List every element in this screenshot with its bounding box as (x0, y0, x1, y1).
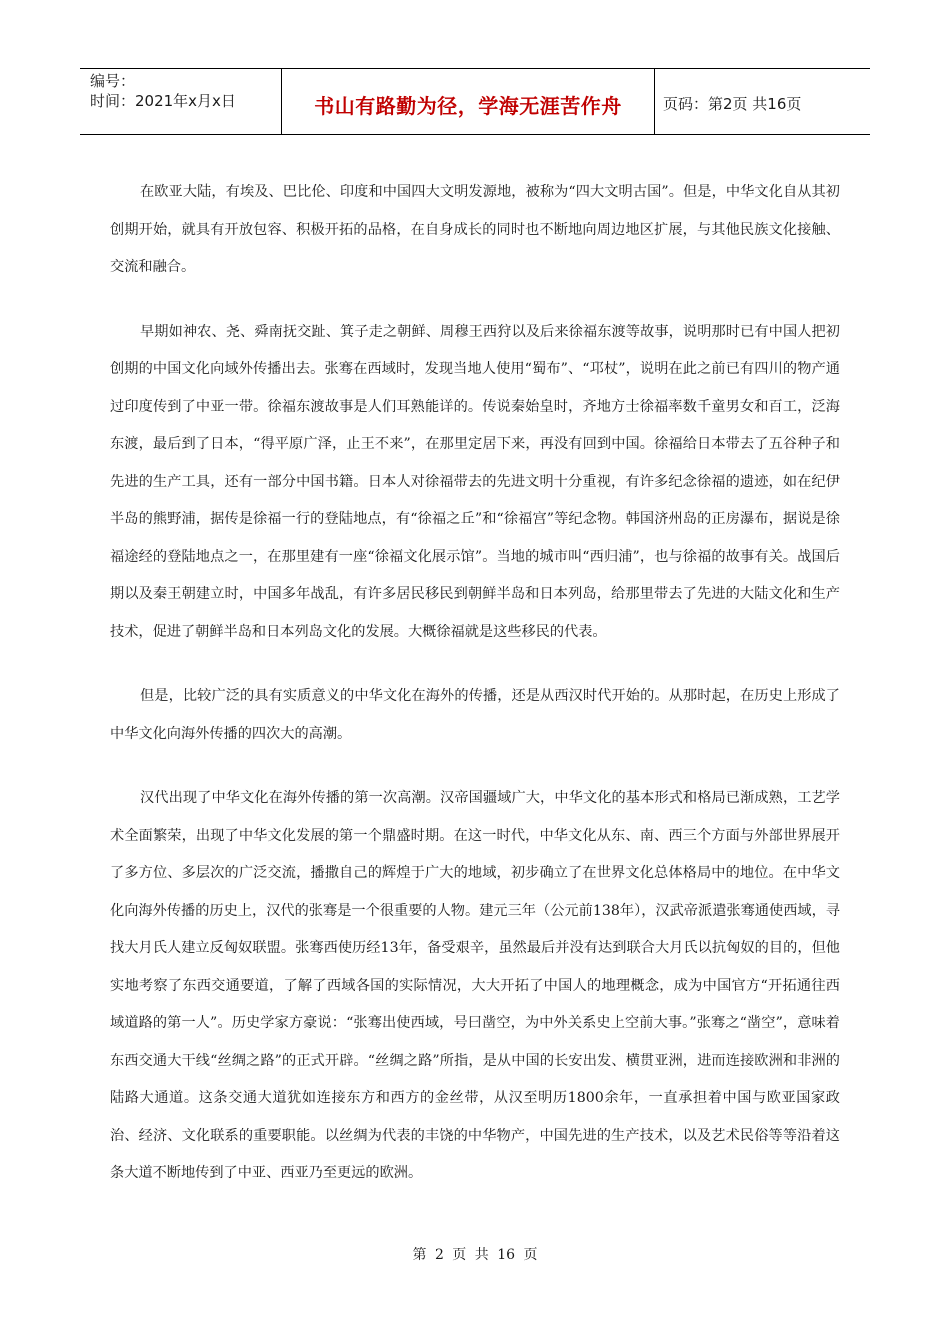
paragraph: 但是，比较广泛的具有实质意义的中华文化在海外的传播，还是从西汉时代开始的。从那时起，在历史上形成了中华文化向海外传播的四次大的高潮。 (110, 688, 840, 742)
header-meta (80, 69, 282, 134)
document-number-label: 编号： (90, 72, 136, 90)
paragraph: 在欧亚大陆，有埃及、巴比伦、印度和中国四大文明发源地，被称为“四大文明古国”。但是，中华文化自从其初创期开始，就具有开放包容、积极开拓的品格，在自身成长的同时也不断地向周边地区扩展，与其他民族文化接触、交流和融合。 (110, 184, 840, 275)
header-motto: 书山有路勤为径，学海无涯苦作舟 (282, 69, 655, 134)
paragraph: 早期如神农、尧、舜南抚交趾、箕子走之朝鲜、周穆王西狩以及后来徐福东渡等故事，说明那时已有中国人把初创期的中国文化向域外传播出去。张骞在西域时，发现当地人使用“蜀布”、“邛杖”，说明在此之前已有四川的物产通过印度传到了中亚一带。徐福东渡故事是人们耳熟能详的。传说秦始皇时，齐地方士徐福率数千童男女和百工，泛海东渡，最后到了日本，“得平原广泽，止王不来”，在那里定居下来，再没有回到中国。徐福给日本带去了五谷种子和先进的生产工具，还有一部分中国书籍。日本人对徐福带去的先进文明十分重视，有许多纪念徐福的遗迹，如在纪伊半岛的熊野浦，据传是徐福一行的登陆地点，有“徐福之丘”和“徐福宫”等纪念物。韩国济州岛的正房瀑布，据说是徐福途经的登陆地点之一，在那里建有一座“徐福文化展示馆”。当地的城市叫“西归浦”，也与徐福的故事有关。战国后期以及秦王朝建立时，中国多年战乱，有许多居民移民到朝鲜半岛和日本列岛，给那里带去了先进的大陆文化和生产技术，促进了朝鲜半岛和日本列岛文化的发展。大概徐福就是这些移民的代表。 (110, 323, 840, 640)
page-header (80, 68, 870, 135)
page-footer: 第 2 页 共 16 页 (412, 1247, 538, 1263)
paragraph: 汉代出现了中华文化在海外传播的第一次高潮。汉帝国疆域广大，中华文化的基本形式和格局已渐成熟，工艺学术全面繁荣，出现了中华文化发展的第一个鼎盛时期。在这一时代，中华文化从东、南、西三个方面与外部世界展开了多方位、多层次的广泛交流，播撒自己的辉煌于广大的地域，初步确立了在世界文化总体格局中的地位。在中华文化向海外传播的历史上，汉代的张骞是一个很重要的人物。建元三年（公元前138年），汉武帝派遣张骞通使西域，寻找大月氏人建立反匈奴联盟。张骞西使历经13年，备受艰辛，虽然最后并没有达到联合大月氏以抗匈奴的目的，但他实地考察了东西交通要道，了解了西域各国的实际情况，大大开拓了中国人的地理概念，成为中国官方“开拓通往西域道路的第一人”。历史学家方豪说：“张骞出使西域，号曰凿空，为中外关系史上空前大事。”张骞之“凿空”，意味着东西交通大干线“丝绸之路”的正式开辟。“丝绸之路”所指，是从中国的长安出发、横贯亚洲，进而连接欧洲和非洲的陆路大通道。这条交通大道犹如连接东方和西方的金丝带，从汉至明历1800余年，一直承担着中国与欧亚国家政治、经济、文化联系的重要职能。以丝绸为代表的丰饶的中华物产，中国先进的生产技术，以及艺术民俗等等沿着这条大道不断地传到了中亚、西亚乃至更远的欧洲。 (110, 790, 840, 1181)
document-body (110, 174, 840, 1220)
document-time-label: 时间：2021年x月x日 (90, 92, 236, 110)
header-page-info: 页码：第2页 共16页 (663, 95, 802, 113)
